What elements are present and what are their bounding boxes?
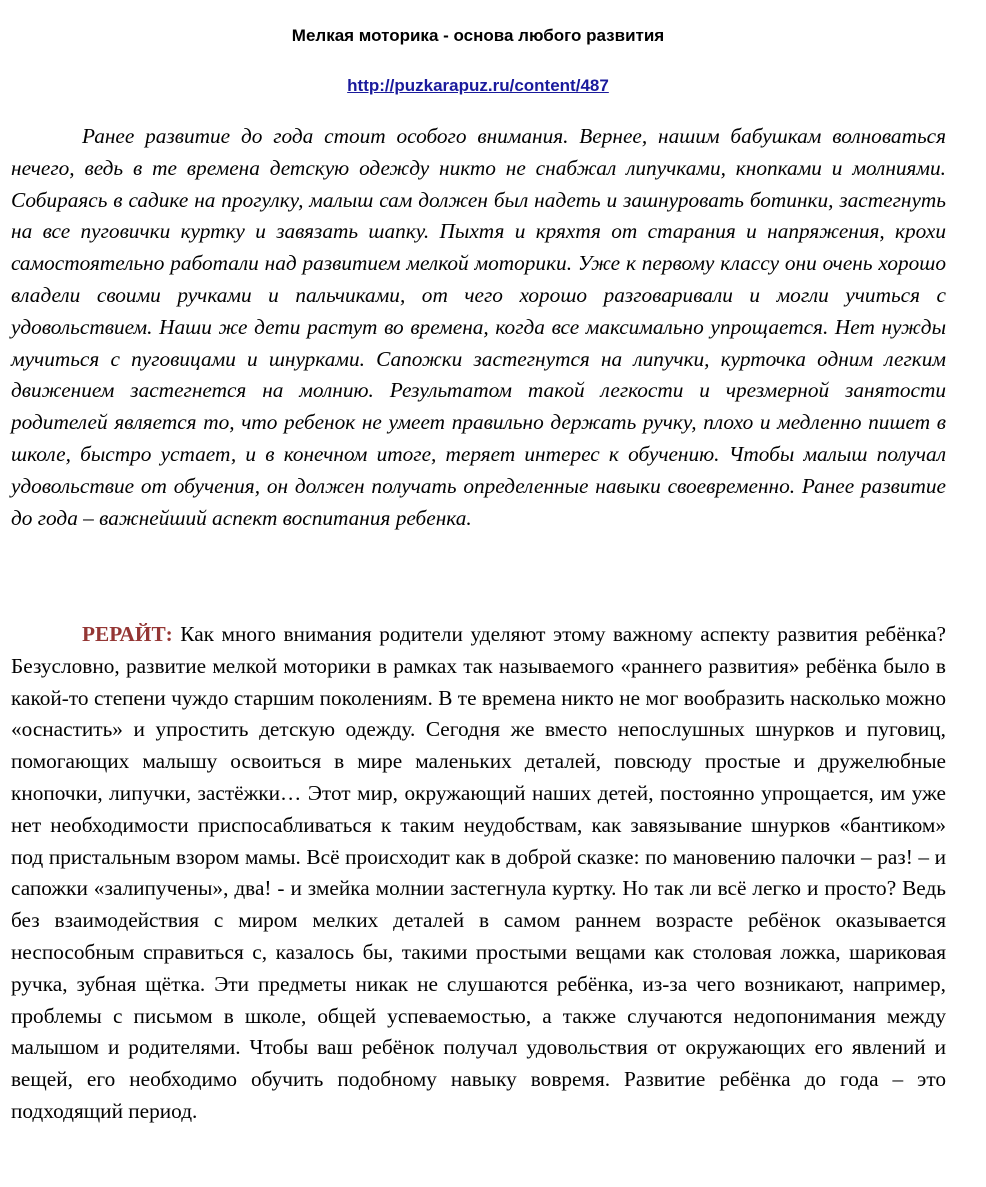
- rewrite-text: Как много внимания родители уделяют этому важному аспекту развития ребёнка? Безусловно, развитие мелкой моторики в рамках так называемого «раннего развития» ребёнка было в какой-то степени чуждо старшим поколениям. В те времена никто не мог вообразить насколько можно «оснастить» и упростить детскую одежду. Сегодня же вместо непослушных шнурков и пуговиц, помогающих малышу освоиться в мире маленьких деталей, повсюду простые и дружелюбные кнопочки, липучки, застёжки… Этот мир, окружающий наших детей, постоянно упрощается, им уже нет необходимости приспосабливаться к таким неудобствам, как завязывание шнурков «бантиком» под пристальным взором мамы. Всё происходит как в доброй сказке: по мановению палочки – раз! – и сапожки «залипучены», два! - и змейка молнии застегнула куртку. Но так ли всё легко и просто? Ведь без взаимодействия с миром мелких деталей в самом раннем возрасте ребёнок оказывается неспособным справиться с, казалось бы, такими простыми вещами как столовая ложка, шариковая ручка, зубная щётка. Эти предметы никак не слушаются ребёнка, из-за чего возникают, например, проблемы с письмом в школе, общей успеваемостью, а также случаются недопонимания между малышом и родителями. Чтобы ваш ребёнок получал удовольствия от окружающих его явлений и вещей, его необходимо обучить подобному навыку вовремя. Развитие ребёнка до года – это подходящий период.: [11, 622, 946, 1123]
- original-paragraph: Ранее развитие до года стоит особого внимания. Вернее, нашим бабушкам волноваться нечего, ведь в те времена детскую одежду никто не снабжал липучками, кнопками и молниями. Собираясь в садике на прогулку, малыш сам должен был надеть и зашнуровать ботинки, застегнуть на все пуговички куртку и завязать шапку. Пыхтя и кряхтя от старания и напряжения, крохи самостоятельно работали над развитием мелкой моторики. Уже к первому классу они очень хорошо владели своими ручками и пальчиками, от чего хорошо разговаривали и могли учиться с удовольствием. Наши же дети растут во времена, когда все максимально упрощается. Нет нужды мучиться с пуговицами и шнурками. Сапожки застегнутся на липучки, курточка одним легким движением застегнется на молнию. Результатом такой легкости и чрезмерной занятости родителей является то, что ребенок не умеет правильно держать ручку, плохо и медленно пишет в школе, быстро устает, и в конечном итоге, теряет интерес к обучению. Чтобы малыш получал удовольствие от обучения, он должен получать определенные навыки своевременно. Ранее развитие до года – важнейший аспект воспитания ребенка.: [11, 124, 946, 530]
- source-link[interactable]: http://puzkarapuz.ru/content/487: [347, 76, 609, 95]
- source-link-line: [0, 73, 956, 99]
- document-title: Мелкая моторика - основа любого развития: [291, 26, 665, 45]
- rewrite-label: РЕРАЙТ:: [82, 622, 173, 646]
- rewrite-paragraph: [11, 619, 946, 1128]
